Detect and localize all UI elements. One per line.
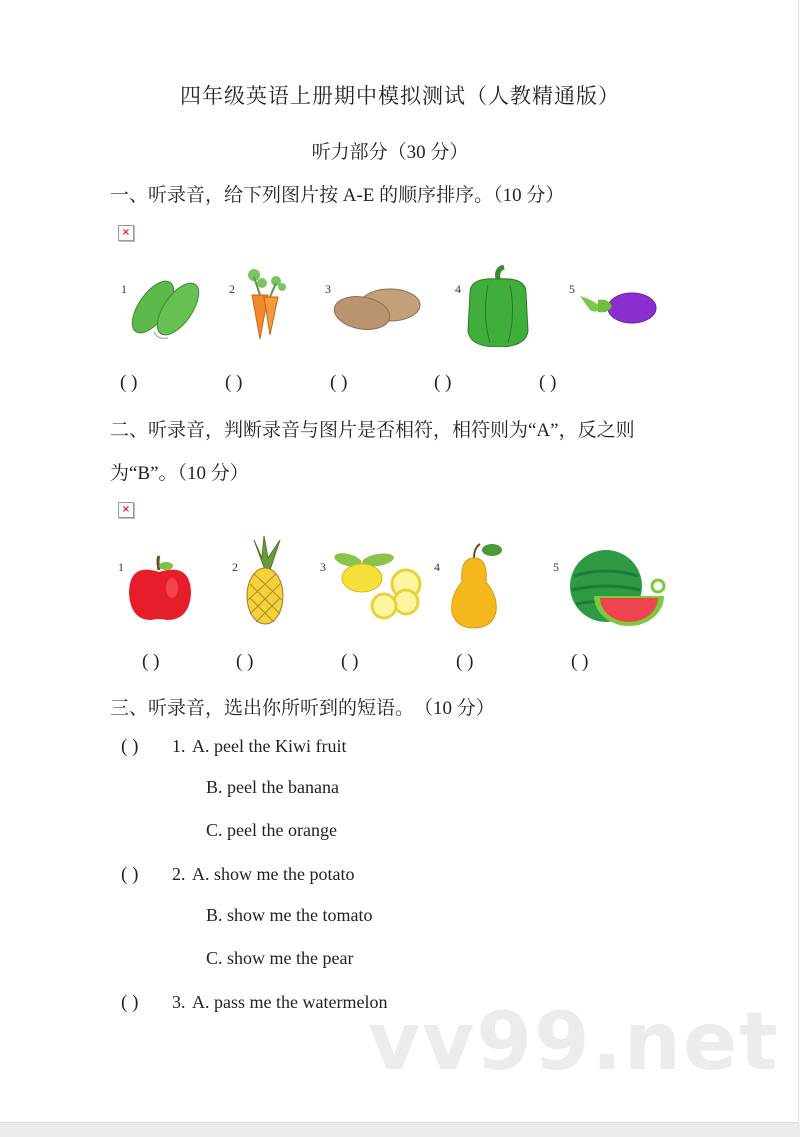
answer-blank[interactable]: ( )	[142, 651, 160, 672]
pic-number: 5	[553, 560, 559, 574]
pic-number: 3	[320, 560, 326, 574]
answer-blank[interactable]: ( )	[236, 651, 254, 672]
section2-heading-line1: 二、听录音，判断录音与图片是否相符，相符则为“A”，反之则	[110, 420, 635, 441]
answer-blank[interactable]: ( )	[330, 372, 348, 393]
answer-blank[interactable]: ( )	[225, 372, 243, 393]
document-title: 四年级英语上册期中模拟测试（人教精通版）	[180, 84, 620, 108]
section2-heading-line2: 为“B”。（10 分）	[110, 463, 249, 484]
eggplant-image	[576, 290, 658, 326]
pic-number: 3	[325, 282, 331, 296]
pic-number: 1	[118, 560, 124, 574]
lemon-image	[332, 550, 424, 622]
question-number: 3.	[172, 992, 186, 1012]
pear-image	[446, 540, 512, 632]
carrot-image	[240, 265, 290, 345]
question-number: 1.	[172, 736, 186, 756]
section-subtitle: 听力部分（30 分）	[311, 142, 469, 163]
broken-image-icon: ×	[118, 502, 134, 518]
potato-image	[332, 285, 424, 333]
pic-number: 1	[121, 282, 127, 296]
answer-blank[interactable]: ( )	[121, 736, 139, 757]
option-b: B. show me the tomato	[206, 905, 373, 925]
section3-heading: 三、听录音，选出你所听到的短语。 （10 分）	[110, 698, 495, 719]
watermark: vv99.net	[368, 995, 780, 1088]
green-pepper-image	[462, 265, 534, 347]
answer-blank[interactable]: ( )	[121, 864, 139, 885]
pineapple-image	[240, 536, 290, 628]
answer-blank[interactable]: ( )	[341, 651, 359, 672]
pic-number: 4	[434, 560, 440, 574]
answer-blank[interactable]: ( )	[539, 372, 557, 393]
answer-blank[interactable]: ( )	[571, 651, 589, 672]
option-a: A. show me the potato	[192, 864, 355, 884]
option-a: A. peel the Kiwi fruit	[192, 736, 347, 756]
answer-blank[interactable]: ( )	[456, 651, 474, 672]
answer-blank[interactable]: ( )	[121, 992, 139, 1013]
answer-blank[interactable]: ( )	[434, 372, 452, 393]
option-c: C. show me the pear	[206, 948, 354, 968]
section1-heading: 一、听录音，给下列图片按 A-E 的顺序排序。（10 分）	[110, 185, 565, 206]
broken-image-icon: ×	[118, 225, 134, 241]
pic-number: 2	[229, 282, 235, 296]
answer-blank[interactable]: ( )	[120, 372, 138, 393]
pic-number: 5	[569, 282, 575, 296]
pic-number: 4	[455, 282, 461, 296]
option-a: A. pass me the watermelon	[192, 992, 388, 1012]
cucumber-image	[120, 272, 210, 342]
page-bottom-bar	[0, 1123, 800, 1137]
apple-image	[126, 552, 192, 622]
question-number: 2.	[172, 864, 186, 884]
pic-number: 2	[232, 560, 238, 574]
watermelon-image	[568, 546, 670, 628]
option-c: C. peel the orange	[206, 820, 337, 840]
option-b: B. peel the banana	[206, 777, 339, 797]
